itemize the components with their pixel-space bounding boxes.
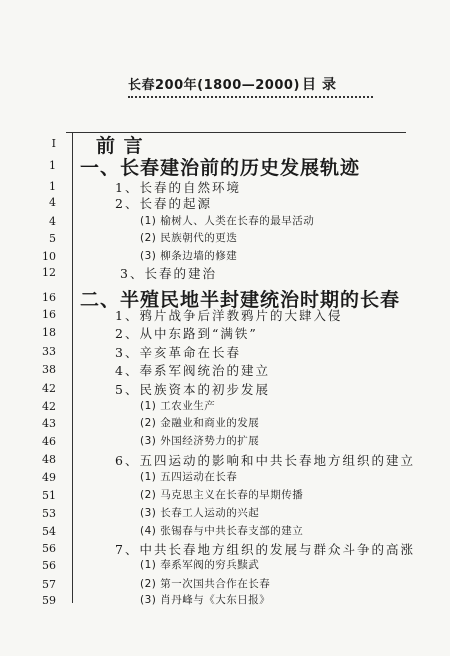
- toc-page-number: 46: [42, 435, 56, 448]
- book-title: 长春200年(1800—2000): [128, 78, 300, 93]
- toc-page-number: 54: [42, 525, 56, 538]
- toc-entry: [0, 380, 450, 400]
- toc-entry-title: (2) 马克思主义在长春的早期传播: [140, 489, 304, 501]
- toc-entry: [0, 324, 450, 344]
- page-header: [0, 74, 450, 94]
- toc-page-number: 42: [42, 382, 56, 395]
- toc-entry-title: (3) 肖丹峰与《大东日报》: [140, 594, 271, 606]
- toc-entry-title: 前 言: [96, 135, 144, 157]
- toc-entry-title: (1) 工农业生产: [140, 400, 216, 412]
- toc-entry: [0, 451, 450, 471]
- toc-page-number: 10: [42, 250, 56, 263]
- toc-entry-title: (3) 长春工人运动的兴起: [140, 507, 260, 519]
- toc-entry: [0, 505, 450, 525]
- toc-entry-title: 5、民族资本的初步发展: [115, 382, 270, 397]
- toc-page-number: 1: [49, 159, 56, 172]
- toc-entry: [0, 361, 450, 381]
- toc-page-number: 49: [42, 471, 56, 484]
- toc-entry-title: 2、从中东路到“满铁”: [115, 326, 258, 341]
- toc-page-number: 16: [42, 291, 56, 304]
- toc-entry-title: (1) 五四运动在长春: [140, 471, 238, 483]
- toc-entry: [0, 433, 450, 453]
- toc-entry-title: 二、半殖民地半封建统治时期的长春: [80, 289, 401, 311]
- toc-page-number: 33: [42, 345, 56, 358]
- toc-page-number: 42: [42, 400, 56, 413]
- toc-page-number: 18: [42, 326, 56, 339]
- toc-entry-title: (3) 柳条边墙的修建: [140, 250, 238, 262]
- toc-page-number: 57: [42, 578, 56, 591]
- toc-entry-title: (2) 第一次国共合作在长春: [140, 578, 271, 590]
- toc-page-number: 38: [42, 363, 56, 376]
- toc-entry-title: 1、长春的自然环境: [115, 180, 241, 195]
- toc-page-number: 12: [42, 266, 56, 279]
- toc-entry-title: 6、五四运动的影响和中共长春地方组织的建立: [115, 453, 415, 468]
- toc-page-number: 51: [42, 489, 56, 502]
- toc-entry-title: (1) 榆树人、人类在长春的最早活动: [140, 215, 315, 227]
- toc-entry-title: 3、长春的建治: [120, 266, 217, 281]
- toc-page-number: 4: [49, 196, 56, 209]
- toc-page-number: 16: [42, 308, 56, 321]
- toc-entry-title: 一、长春建治前的历史发展轨迹: [80, 157, 361, 179]
- toc-entry: [0, 264, 450, 284]
- toc-entry-title: 7、中共长春地方组织的发展与群众斗争的高涨: [115, 542, 415, 557]
- toc-entry: [0, 343, 450, 363]
- toc-entry-title: 2、长春的起源: [115, 196, 212, 211]
- toc-entry-title: (2) 民族朝代的更迭: [140, 232, 238, 244]
- toc-entry-title: (4) 张锡春与中共长春支部的建立: [140, 525, 304, 537]
- toc-page-number: 56: [42, 542, 56, 555]
- toc-page-number: 48: [42, 453, 56, 466]
- toc-entry: [0, 131, 450, 157]
- toc-entry: [0, 230, 450, 250]
- toc-page-number: 53: [42, 507, 56, 520]
- toc-page-number: 59: [42, 594, 56, 607]
- section-title: 目录: [302, 77, 342, 93]
- toc-entry-title: 3、辛亥革命在长春: [115, 345, 241, 360]
- toc-page-number: 4: [49, 215, 56, 228]
- toc-entry-title: (3) 外国经济势力的扩展: [140, 435, 260, 447]
- toc-entry: [0, 487, 450, 507]
- toc-entry: [0, 285, 450, 311]
- toc-entry: [0, 592, 450, 612]
- toc-entry: [0, 306, 450, 326]
- header-dotted-rule: [128, 96, 373, 98]
- toc-page-number: 5: [49, 232, 56, 245]
- toc-entry-title: 1、鸦片战争后洋教鸦片的大肆入侵: [115, 308, 343, 323]
- toc-page-number: 43: [42, 417, 56, 430]
- toc-entry: [0, 415, 450, 435]
- toc-entry: [0, 194, 450, 214]
- toc-entry-title: (1) 奉系军阀的穷兵黩武: [140, 559, 260, 571]
- toc-page-number: 56: [42, 559, 56, 572]
- toc-page-number: Ⅰ: [51, 137, 56, 150]
- toc-entry: [0, 469, 450, 489]
- toc-entry-title: (2) 金融业和商业的发展: [140, 417, 260, 429]
- toc-entry: [0, 557, 450, 577]
- toc-page-number: 1: [49, 180, 56, 193]
- toc-entry: [0, 153, 450, 179]
- toc-entry-title: 4、奉系军阀统治的建立: [115, 363, 270, 378]
